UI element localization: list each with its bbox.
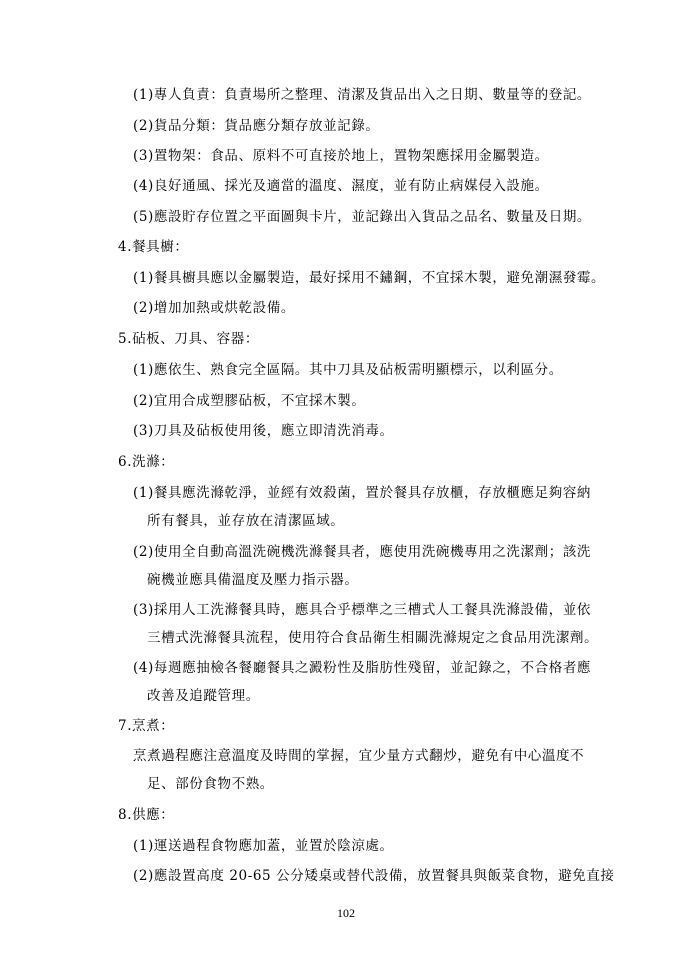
- text-line: (2)宜用合成塑膠砧板，不宜採木製。: [133, 393, 366, 409]
- text-line: (4)良好通風、採光及適當的溫度、濕度，並有防止病媒侵入設施。: [133, 178, 549, 194]
- text-line: (3)置物架：食品、原料不可直接於地上，置物架應採用金屬製造。: [133, 148, 549, 164]
- section-heading: 7.烹煮：: [118, 718, 175, 734]
- text-line: (1)運送過程食物應加蓋，並置於陰涼處。: [133, 838, 394, 854]
- text-line: (2)使用全自動高溫洗碗機洗滌餐具者，應使用洗碗機專用之洗潔劑；該洗: [133, 544, 592, 560]
- text-line: (3)採用人工洗滌餐具時，應具合乎標準之三槽式人工餐具洗滌設備，並依: [133, 602, 592, 618]
- section-heading: 5.砧板、刀具、容器：: [118, 331, 259, 347]
- text-line: (4)每週應抽檢各餐廳餐具之澱粉性及脂肪性殘留，並記錄之，不合格者應: [133, 660, 592, 676]
- section-heading: 4.餐具櫥：: [118, 239, 189, 255]
- text-line: (1)應依生、熟食完全區隔。其中刀具及砧板需明顯標示，以利區分。: [133, 362, 563, 378]
- section-heading: 8.供應：: [118, 807, 175, 823]
- text-line: (2)增加加熱或烘乾設備。: [133, 300, 295, 316]
- text-line-continuation: 所有餐具，並存放在清潔區域。: [147, 513, 345, 529]
- text-line: (5)應設貯存位置之平面圖與卡片，並記錄出入貨品之品名、數量及日期。: [133, 209, 592, 225]
- text-line-continuation: 碗機並應具備溫度及壓力指示器。: [147, 572, 359, 588]
- text-line: (3)刀具及砧板使用後，應立即清洗消毒。: [133, 423, 394, 439]
- page-number: 102: [337, 906, 355, 920]
- text-line: (1)餐具櫥具應以金屬製造，最好採用不鏽鋼，不宜採木製，避免潮濕發霉。: [133, 270, 606, 286]
- text-line: (1)餐具應洗滌乾淨，並經有效殺菌，置於餐具存放櫃，存放櫃應足夠容納: [133, 485, 592, 501]
- text-line-continuation: 三槽式洗滌餐具流程，使用符合食品衛生相關洗滌規定之食品用洗潔劑。: [147, 630, 599, 646]
- section-heading: 6.洗滌：: [118, 454, 175, 470]
- text-line: (2)貨品分類：貨品應分類存放並記錄。: [133, 118, 380, 134]
- text-line-continuation: 改善及追蹤管理。: [147, 688, 260, 704]
- text-line-continuation: 足、部份食物不熟。: [147, 776, 274, 792]
- text-line: (2)應設置高度 20-65 公分矮桌或替代設備，放置餐具與飯菜食物，避免直接: [133, 868, 615, 884]
- text-line: (1)專人負責：負責場所之整理、清潔及貨品出入之日期、數量等的登記。: [133, 87, 592, 103]
- text-line: 烹煮過程應注意溫度及時間的掌握，宜少量方式翻炒，避免有中心溫度不: [133, 748, 585, 764]
